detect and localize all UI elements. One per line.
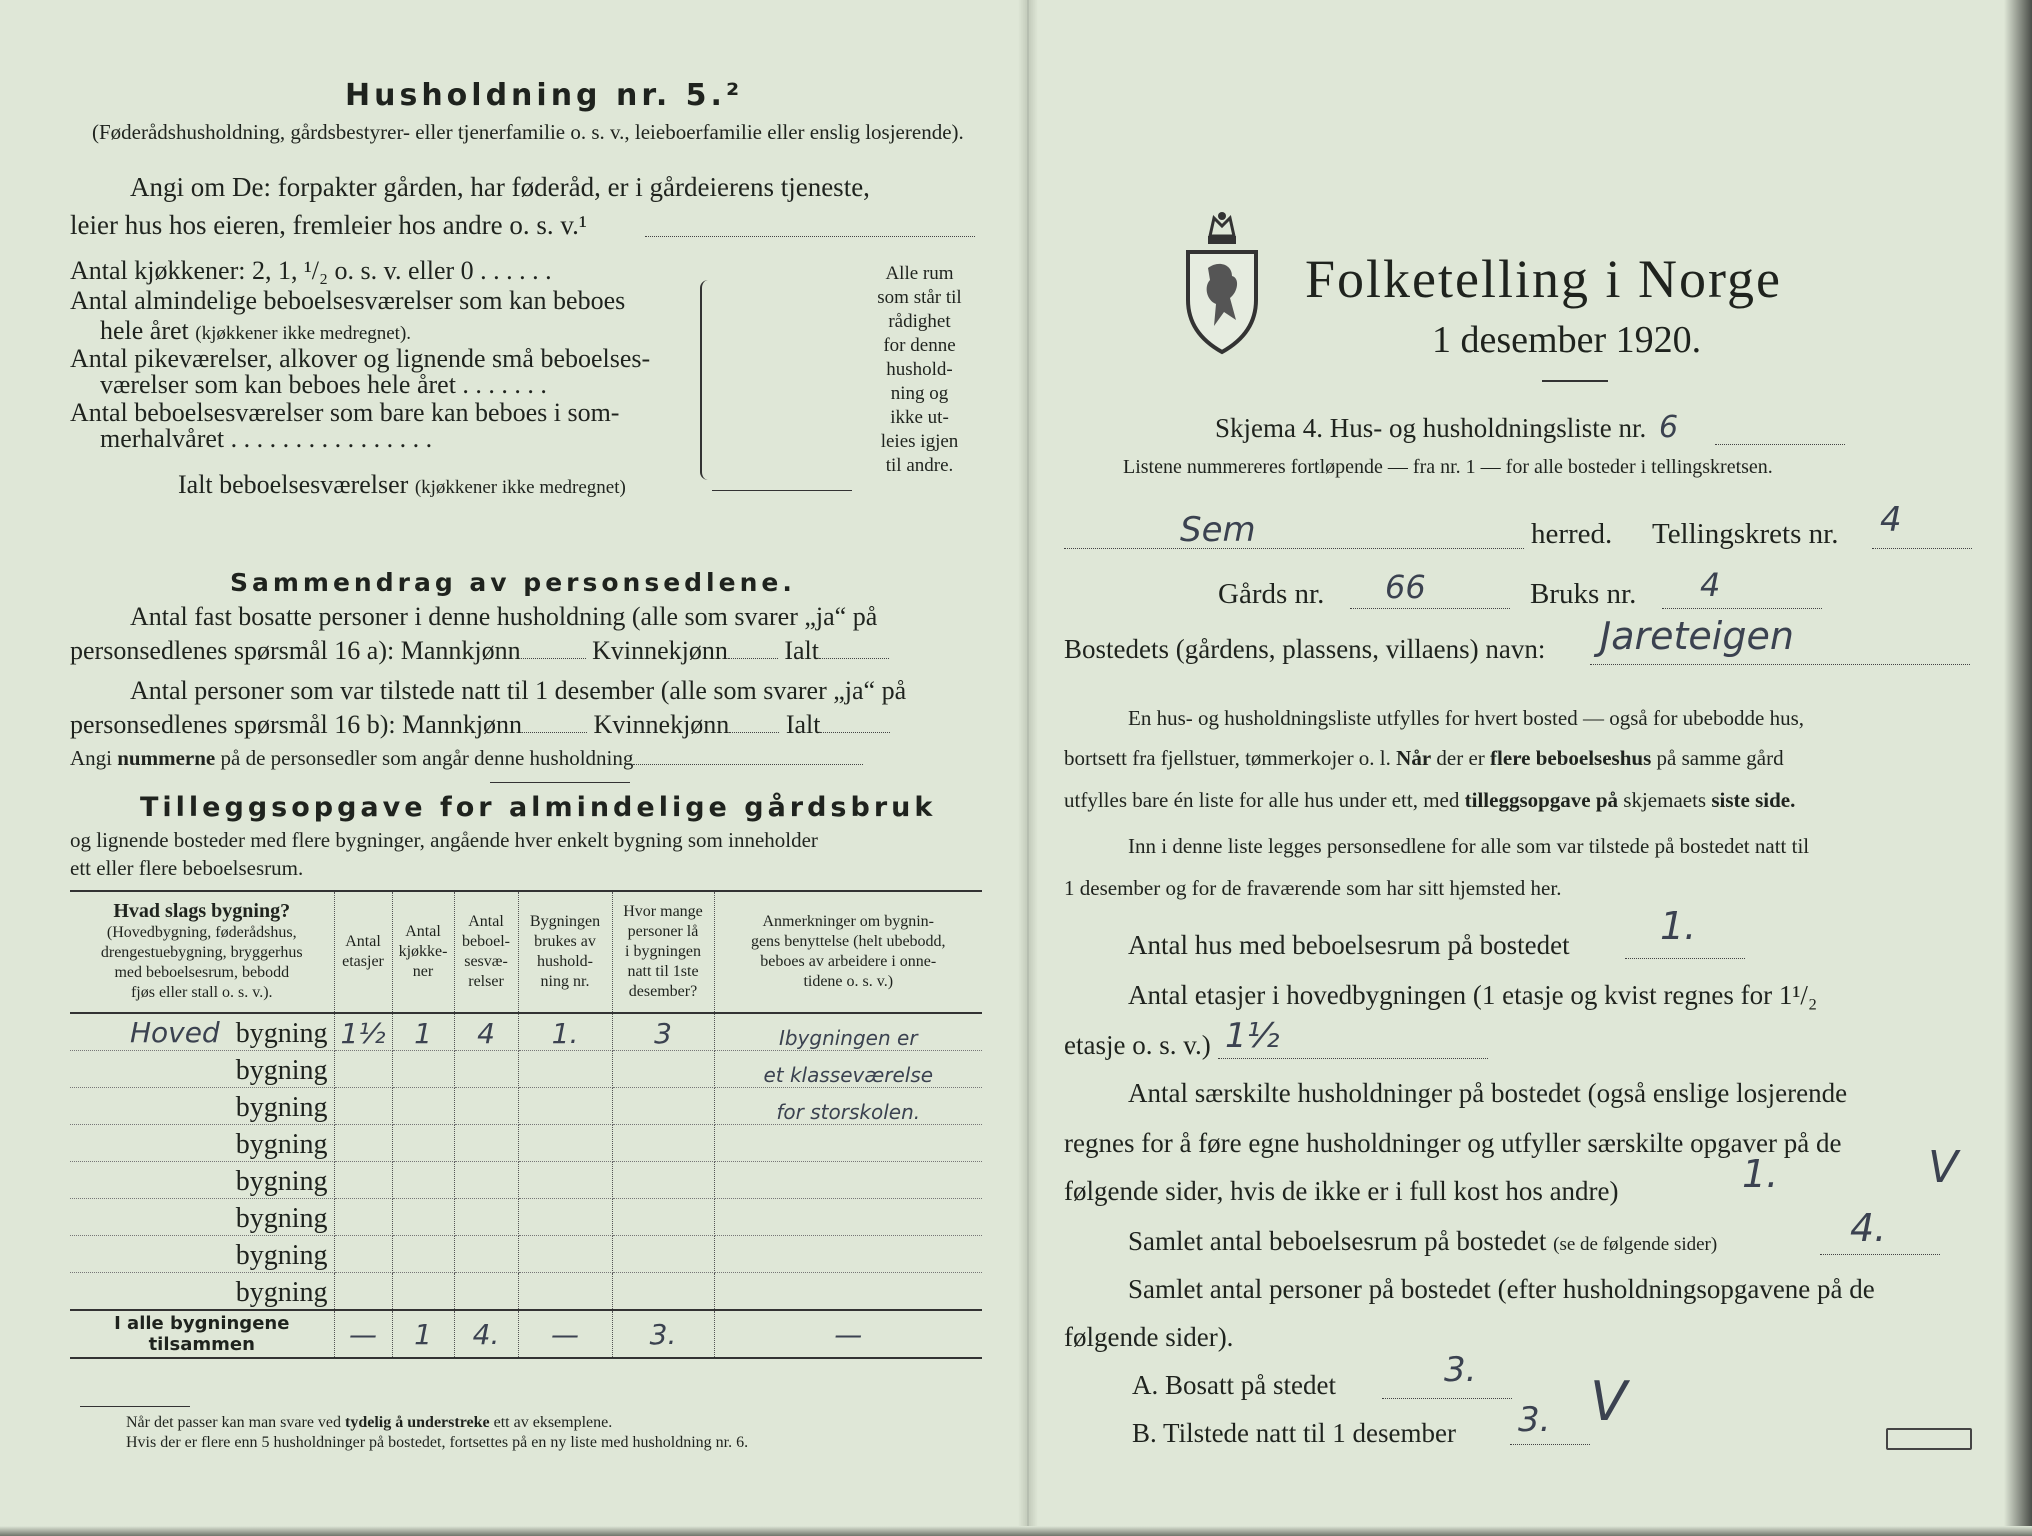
q-houses-value: 1.	[1660, 904, 1697, 948]
kitchens-line: Antal kjøkkener: 2, 1, ¹/₂ o. s. v. eller 0 . . . . . .	[70, 256, 552, 285]
answer-line	[645, 236, 975, 237]
numbers-line: Angi nummerne på de personsedler som angår denne husholdning	[70, 746, 863, 771]
edge-shadow-bottom	[0, 1526, 2032, 1536]
intro-line-1: Angi om De: forpakter gården, har føderåd, er i gårdeierens tjeneste,	[130, 172, 870, 202]
numbering-note: Listene nummereres fortløpende — fra nr. 1 — for alle bosteder i tellingskretsen.	[1123, 456, 1773, 478]
q-households-line-2: regnes for å føre egne husholdninger og utfyller særskilte opgaver på de	[1064, 1128, 1842, 1158]
form-date: 1 desember 1920.	[1432, 319, 1702, 361]
schema-line: Skjema 4. Hus- og husholdningsliste nr. 6	[1215, 410, 1679, 445]
b-present-check: V	[1590, 1370, 1627, 1433]
edge-shadow	[2004, 0, 2032, 1536]
buildings-table	[70, 890, 982, 1359]
bruks-label: Bruks nr.	[1530, 578, 1637, 610]
header-persons: Hvor mange personer lå i bygningen natt til 1ste desember?	[612, 891, 714, 1013]
instruction-3: utfylles bare én liste for alle hus under ett, med tilleggsopgave på skjemaets siste side.	[1064, 788, 1796, 812]
rooms-side-note: Alle rum som står til rådighet for denne hushold- ning og ikke ut- leies igjen til andre.	[877, 263, 962, 476]
household-title: Husholdning nr. 5.²	[345, 78, 744, 113]
q-floors-line-1: Antal etasjer i hovedbygningen (1 etasje og kvist regnes for 1¹/₂	[1128, 980, 1818, 1010]
q-rooms-label: Samlet antal beboelsesrum på bostedet (se de følgende sider)	[1128, 1226, 1718, 1256]
q-rooms-value: 4.	[1850, 1206, 1887, 1250]
table-row: bygning	[70, 1236, 982, 1273]
ordinary-rooms-line-2: hele året (kjøkkener ikke medregnet).	[100, 316, 412, 345]
q-houses-label: Antal hus med beboelsesrum på bostedet	[1128, 930, 1570, 960]
q-persons-line-2: følgende sider).	[1064, 1322, 1234, 1352]
supplement-title: Tilleggsopgave for almindelige gårdsbruk	[140, 792, 937, 823]
a-resident-label: A. Bosatt på stedet	[1132, 1370, 1336, 1400]
title-rule	[1542, 380, 1608, 382]
bosted-label: Bostedets (gårdens, plassens, villaens) navn:	[1064, 634, 1546, 664]
intro-line-2: leier hus hos eieren, fremleier hos andre o. s. v.¹	[70, 210, 587, 240]
krets-label: Tellingskrets nr.	[1652, 518, 1839, 550]
table-row: bygning	[70, 1162, 982, 1199]
q-persons-line-1: Samlet antal personer på bostedet (efter husholdningsopgavene på de	[1128, 1274, 1875, 1304]
table-row: Hoved bygning 1½ 1 4 1. 3 Ibygningen er	[70, 1013, 982, 1051]
table-row: bygning	[70, 1125, 982, 1162]
instruction-1: En hus- og husholdningsliste utfylles for hvert bosted — også for ubebodde hus,	[1128, 706, 1804, 730]
rooms-answer-column	[712, 280, 852, 491]
maid-rooms-line-1: Antal pikeværelser, alkover og lignende små beboelses-	[70, 344, 651, 373]
header-building-type: Hvad slags bygning? (Hovedbygning, føderådshus, drengestuebygning, bryggerhus med beboelsesrum, bebodd fjøs eller stall o. s. v.).	[70, 891, 334, 1013]
instruction-2: bortsett fra fjellstuer, tømmerkojer o. l. Når der er flere beboelseshus på samme gård	[1064, 746, 1784, 770]
q-households-line-3: følgende sider, hvis de ikke er i full kost hos andre)	[1064, 1176, 1619, 1206]
q-households-line-1: Antal særskilte husholdninger på bostedet (også enslige losjerende	[1128, 1078, 1848, 1108]
krets-value: 4	[1880, 500, 1902, 540]
q-floors-line-2: etasje o. s. v.)	[1064, 1030, 1211, 1060]
q-floors-value: 1½	[1225, 1016, 1280, 1056]
supplement-text-2: ett eller flere beboelsesrum.	[70, 856, 304, 880]
herred-value: Sem	[1180, 510, 1256, 550]
header-rooms: Antal beboel- sesvæ- relser	[454, 891, 518, 1013]
table-row: bygning	[70, 1199, 982, 1236]
bruks-value: 4	[1700, 566, 1721, 604]
bosted-value: Jareteigen	[1600, 614, 1794, 658]
printer-stamp	[1886, 1428, 1972, 1450]
header-kitchens: Antal kjøkke- ner	[392, 891, 454, 1013]
gards-label: Gårds nr.	[1218, 578, 1325, 610]
supplement-text-1: og lignende bosteder med flere bygninger, angående hver enkelt bygning som inneholder	[70, 828, 818, 852]
gards-value: 66	[1385, 568, 1426, 606]
q-households-value: 1.	[1742, 1152, 1779, 1196]
b-present-label: B. Tilstede natt til 1 desember	[1132, 1418, 1456, 1448]
divider	[490, 782, 630, 783]
table-row: bygning for storskolen.	[70, 1088, 982, 1125]
page-fold	[1018, 0, 1038, 1536]
maid-rooms-line-2: værelser som kan beboes hele året . . . . . . .	[100, 370, 547, 399]
summary-line-2b: personsedlenes spørsmål 16 b): Mannkjønn Kvinnekjønn Ialt	[70, 710, 890, 740]
footnote-2: Hvis der er flere enn 5 husholdninger på bostedet, fortsettes på en ny liste med husholdning nr. 6.	[126, 1434, 749, 1451]
table-row: bygning et klasseværelse	[70, 1051, 982, 1088]
b-present-value: 3.	[1518, 1400, 1551, 1440]
total-rooms-line: Ialt beboelsesværelser (kjøkkener ikke medregnet)	[178, 470, 626, 499]
footnote-rule	[80, 1406, 190, 1407]
summer-rooms-line-1: Antal beboelsesværelser som bare kan beboes i som-	[70, 398, 620, 427]
q-households-check: V	[1928, 1142, 1959, 1193]
footnote-1: Når det passer kan man svare ved tydelig å understreke ett av eksemplene.	[126, 1414, 613, 1431]
form-title: Folketelling i Norge	[1305, 249, 1782, 309]
summary-line-1b: personsedlenes spørsmål 16 a): Mannkjønn Kvinnekjønn Ialt	[70, 636, 889, 666]
instruction-5: 1 desember og for de fraværende som har sitt hjemsted her.	[1064, 876, 1562, 900]
herred-label: herred.	[1531, 518, 1613, 550]
ordinary-rooms-line-1: Antal almindelige beboelsesværelser som kan beboes	[70, 286, 626, 315]
summary-line-2a: Antal personer som var tilstede natt til 1 desember (alle som svarer „ja“ på	[130, 676, 907, 705]
a-resident-value: 3.	[1444, 1350, 1477, 1390]
header-remarks: Anmerkninger om bygnin- gens benyttelse (helt ubebodd, beboes av arbeidere i onne- tidene o. s. v.)	[714, 891, 982, 1013]
header-floors: Antal etasjer	[334, 891, 392, 1013]
household-subtitle: (Føderådshusholdning, gårdsbestyrer- eller tjenerfamilie o. s. v., leieboerfamilie eller enslig losjerende).	[92, 120, 964, 144]
rooms-bracket	[700, 280, 708, 480]
table-header	[70, 891, 982, 1013]
summer-rooms-line-2: merhalvåret . . . . . . . . . . . . . . . .	[100, 424, 433, 453]
summary-title: Sammendrag av personsedlene.	[230, 568, 796, 597]
table-total-row: I alle bygningene tilsammen — 1 4. — 3. —	[70, 1310, 982, 1358]
summary-line-1a: Antal fast bosatte personer i denne husholdning (alle som svarer „ja“ på	[130, 602, 878, 631]
instruction-4: Inn i denne liste legges personsedlene for alle som var tilstede på bostedet natt til	[1128, 834, 1810, 858]
norway-coat-of-arms-icon	[1180, 208, 1264, 356]
header-household-no: Bygningen brukes av hushold- ning nr.	[518, 891, 612, 1013]
table-row: bygning	[70, 1273, 982, 1311]
